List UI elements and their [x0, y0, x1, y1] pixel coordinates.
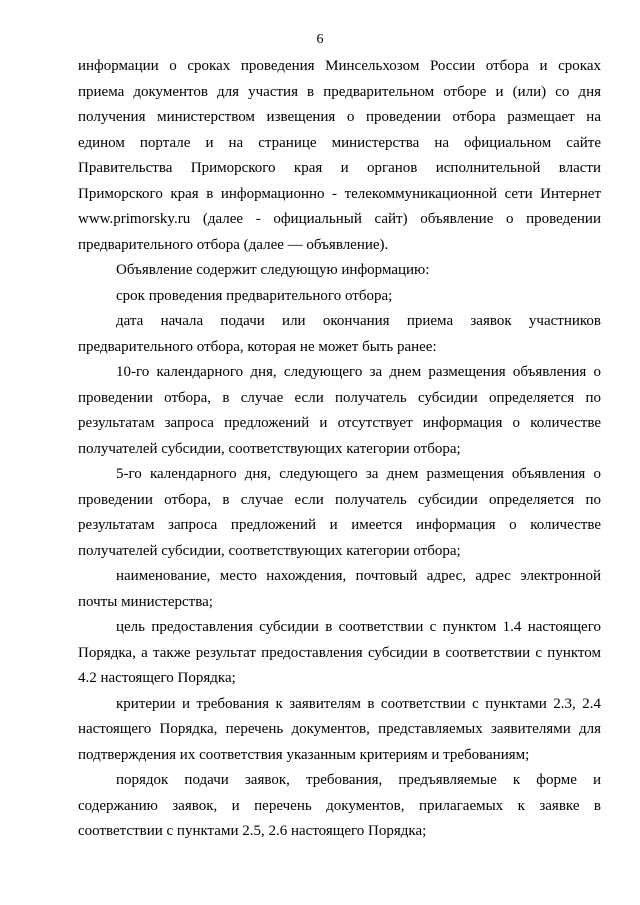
paragraph-line: информации о сроках проведения Минсельхозом России отбора и сроках	[78, 58, 601, 74]
paragraph-line: соответствии с пунктами 2.5, 2.6 настоящего Порядка;	[78, 823, 427, 839]
paragraph-line: Порядка, а также результат предоставления субсидии в соответствии с пунктом	[78, 644, 601, 661]
paragraph-line: 5-го календарного дня, следующего за днем размещения объявления о	[116, 466, 601, 482]
paragraph-line: наименование, место нахождения, почтовый адрес, адрес электронной	[116, 568, 601, 584]
paragraph-line: содержанию заявок, и перечень документов, прилагаемых к заявке в	[78, 797, 601, 814]
paragraph-line: проведении отбора, в случае если получатель субсидии определяется по	[78, 389, 601, 406]
page-number: 6	[316, 32, 324, 47]
paragraph-line: www.primorsky.ru (далее - официальный сайт) объявление о проведении	[78, 211, 601, 227]
paragraph-line: проведении отбора, в случае если получатель субсидии определяется по	[78, 491, 601, 508]
document-body	[78, 54, 601, 845]
paragraph-line: получателей субсидии, соответствующих категории отбора;	[78, 440, 461, 457]
paragraph-line: срок проведения предварительного отбора;	[116, 287, 393, 304]
paragraph-line: результатам запроса предложений и отсутствует информация о количестве	[78, 415, 601, 431]
paragraph-line: Объявление содержит следующую информацию:	[116, 262, 430, 278]
paragraph-line: 4.2 настоящего Порядка;	[78, 670, 236, 686]
paragraph-line: настоящего Порядка, перечень документов, представляемых заявителями для	[78, 721, 601, 737]
paragraph-line: цель предоставления субсидии в соответствии с пунктом 1.4 настоящего	[116, 619, 601, 635]
paragraph-line: получателей субсидии, соответствующих категории отбора;	[78, 542, 461, 559]
paragraph-line: порядок подачи заявок, требования, предъявляемые к форме и	[116, 772, 601, 788]
paragraph-line: результатам запроса предложений и имеется информация о количестве	[78, 517, 601, 533]
paragraph-line: Правительства Приморского края и органов исполнительной власти	[78, 160, 601, 176]
paragraph-line: дата начала подачи или окончания приема заявок участников	[116, 313, 601, 329]
paragraph-line: подтверждения их соответствия указанным критериям и требованиям;	[78, 746, 530, 763]
paragraph-line: приема документов для участия в предварительном отборе и (или) со дня	[78, 83, 601, 100]
paragraph-line: предварительного отбора, которая не может быть ранее:	[78, 338, 437, 355]
paragraph-line: получения министерством извещения о проведении отбора размещает на	[78, 109, 601, 125]
paragraph-line: едином портале и на странице министерства на официальном сайте	[78, 134, 601, 151]
paragraph-line: предварительного отбора (далее — объявление).	[78, 236, 389, 253]
paragraph-line: почты министерства;	[78, 593, 213, 610]
paragraph-line: Приморского края в информационно - телекоммуникационной сети Интернет	[78, 185, 601, 202]
paragraph-line: критерии и требования к заявителям в соответствии с пунктами 2.3, 2.4	[116, 695, 601, 712]
paragraph-line: 10-го календарного дня, следующего за днем размещения объявления о	[116, 364, 601, 380]
